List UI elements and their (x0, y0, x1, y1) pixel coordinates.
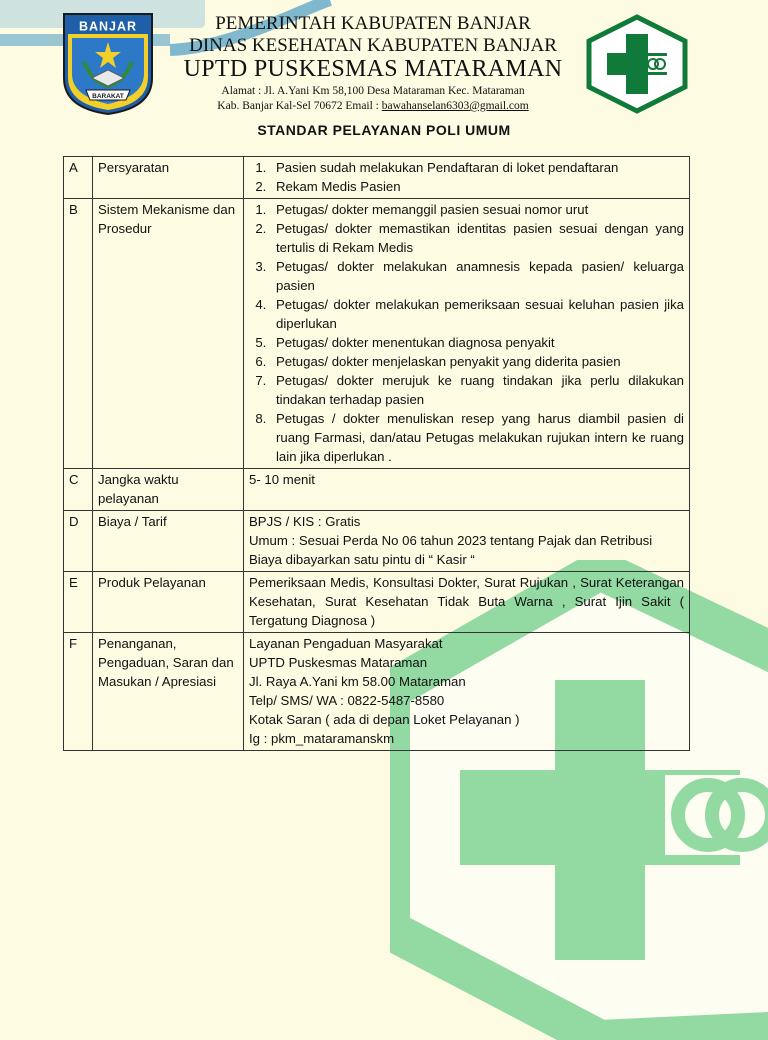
row-letter: F (64, 633, 93, 751)
table-row (64, 511, 690, 572)
list-item: 2. Petugas/ dokter memastikan identitas pasien sesuai dengan yang tertulis di Rekam Medis (270, 219, 684, 257)
row-content (244, 511, 690, 572)
products-text: Pemeriksaan Medis, Konsultasi Dokter, Surat Rujukan , Surat Keterangan Kesehatan, Surat Kesehatan Tidak Buta Warna , Surat Ijin Sakit ( Tergatung Diagnosa ) (249, 575, 684, 628)
puskesmas-logo (586, 14, 688, 114)
clinic-name: UPTD PUSKESMAS MATARAMAN (183, 56, 563, 82)
row-letter: E (64, 572, 93, 633)
row-content (244, 572, 690, 633)
row-label: Persyaratan (93, 157, 244, 199)
table-row (64, 572, 690, 633)
svg-text:BANJAR: BANJAR (78, 19, 138, 34)
requirements-list (249, 158, 684, 196)
table-row (64, 199, 690, 469)
complaint-line: Telp/ SMS/ WA : 0822-5487-8580 (249, 693, 445, 708)
row-letter: B (64, 199, 93, 469)
row-label: Penanganan, Pengaduan, Saran dan Masukan / Apresiasi (93, 633, 244, 751)
complaint-line: Ig : pkm_mataramanskm (249, 731, 395, 746)
address-line-2-prefix: Kab. Banjar Kal-Sel 70672 Email : (217, 100, 382, 112)
email-link[interactable]: bawahanselan6303@gmail.com (381, 100, 529, 112)
fee-line: Umum : Sesuai Perda No 06 tahun 2023 tentang Pajak dan Retribusi (249, 533, 653, 548)
procedure-list (249, 200, 684, 466)
list-item: 7. Petugas/ dokter merujuk ke ruang tindakan jika perlu dilakukan tindakan terhadap pasien (270, 371, 684, 409)
list-item: 5. Petugas/ dokter menentukan diagnosa penyakit (270, 333, 684, 352)
row-letter: D (64, 511, 93, 572)
row-label: Jangka waktu pelayanan (93, 469, 244, 511)
row-content (244, 469, 690, 511)
address-line-1: Alamat : Jl. A.Yani Km 58,100 Desa Mataraman Kec. Mataraman (221, 85, 525, 97)
row-content (244, 633, 690, 751)
fee-line: BPJS / KIS : Gratis (249, 514, 361, 529)
address-line-2 (160, 100, 586, 112)
table-row (64, 157, 690, 199)
list-item: 8. Petugas / dokter menuliskan resep yang harus diambil pasien di ruang Farmasi, dan/atau Petugas melakukan rujukan intern ke ruang lain jika diperlukan . (270, 409, 684, 466)
row-label: Sistem Mekanisme dan Prosedur (93, 199, 244, 469)
list-item: 2. Rekam Medis Pasien (270, 177, 684, 196)
list-item: 1. Pasien sudah melakukan Pendaftaran di loket pendaftaran (270, 158, 684, 177)
row-content (244, 199, 690, 469)
banjar-regency-logo (62, 12, 154, 116)
letterhead (0, 0, 768, 125)
table-row (64, 469, 690, 511)
row-label: Biaya / Tarif (93, 511, 244, 572)
fee-line: Biaya dibayarkan satu pintu di “ Kasir “ (249, 552, 475, 567)
complaint-line: Kotak Saran ( ada di depan Loket Pelayanan ) (249, 712, 520, 727)
svg-text:BARAKAT: BARAKAT (92, 93, 124, 100)
list-item: 3. Petugas/ dokter melakukan anamnesis kepada pasien/ keluarga pasien (270, 257, 684, 295)
government-name: PEMERINTAH KABUPATEN BANJAR (215, 13, 531, 34)
row-letter: C (64, 469, 93, 511)
complaint-line: Layanan Pengaduan Masyarakat (249, 636, 443, 651)
duration-text: 5- 10 menit (249, 472, 315, 487)
list-item: 6. Petugas/ dokter menjelaskan penyakit yang diderita pasien (270, 352, 684, 371)
table-row (64, 633, 690, 751)
row-letter: A (64, 157, 93, 199)
list-item: 1. Petugas/ dokter memanggil pasien sesuai nomor urut (270, 200, 684, 219)
service-standard-table (63, 156, 690, 751)
document-title: STANDAR PELAYANAN POLI UMUM (257, 122, 511, 138)
complaint-line: Jl. Raya A.Yani km 58.00 Mataraman (249, 674, 466, 689)
list-item: 4. Petugas/ dokter melakukan pemeriksaan sesuai keluhan pasien jika diperlukan (270, 295, 684, 333)
agency-name: DINAS KESEHATAN KABUPATEN BANJAR (189, 35, 557, 56)
row-content (244, 157, 690, 199)
complaint-line: UPTD Puskesmas Mataraman (249, 655, 428, 670)
row-label: Produk Pelayanan (93, 572, 244, 633)
